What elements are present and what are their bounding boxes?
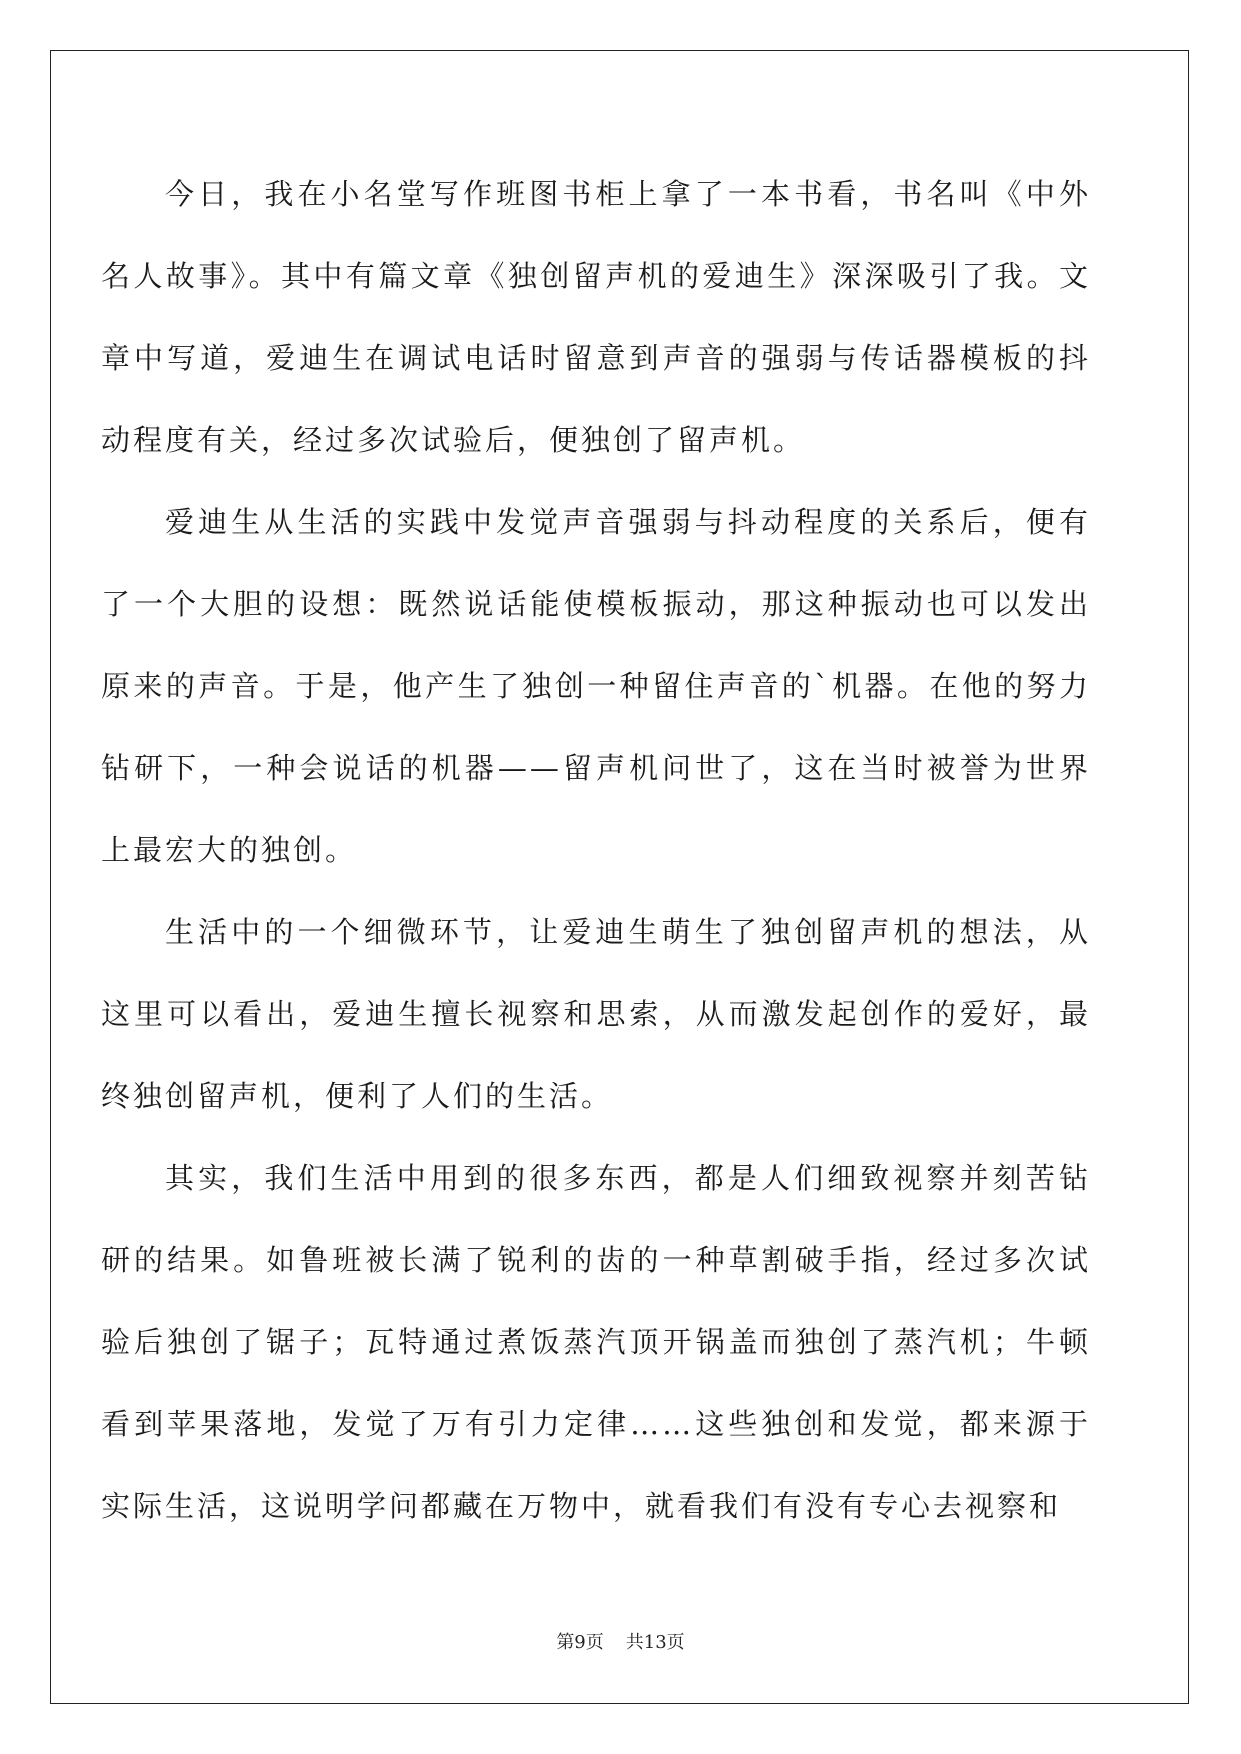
document-body — [101, 153, 1091, 1547]
paragraph-3: 生活中的一个细微环节，让爱迪生萌生了独创留声机的想法，从这里可以看出，爱迪生擅长视察和思索，从而激发起创作的爱好，最终独创留声机，便利了人们的生活。 — [101, 915, 1091, 1113]
page-total: 共13页 — [625, 1632, 685, 1653]
page-footer — [0, 1628, 1241, 1654]
page-number: 第9页 — [556, 1632, 604, 1653]
paragraph-1: 今日，我在小名堂写作班图书柜上拿了一本书看，书名叫《中外名人故事》。其中有篇文章《独创留声机的爱迪生》深深吸引了我。文章中写道，爱迪生在调试电话时留意到声音的强弱与传话器模板的抖动程度有关，经过多次试验后，便独创了留声机。 — [101, 177, 1091, 457]
paragraph-4: 其实，我们生活中用到的很多东西，都是人们细致视察并刻苦钻研的结果。如鲁班被长满了锐利的齿的一种草割破手指，经过多次试验后独创了锯子；瓦特通过煮饭蒸汽顶开锅盖而独创了蒸汽机；牛顿看到苹果落地，发觉了万有引力定律……这些独创和发觉，都来源于实际生活，这说明学问都藏在万物中，就看我们有没有专心去视察和 — [101, 1161, 1091, 1523]
paragraph-2: 爱迪生从生活的实践中发觉声音强弱与抖动程度的关系后，便有了一个大胆的设想：既然说话能使模板振动，那这种振动也可以发出原来的声音。于是，他产生了独创一种留住声音的`机器。在他的努力钻研下，一种会说话的机器——留声机问世了，这在当时被誉为世界上最宏大的独创。 — [101, 505, 1091, 867]
